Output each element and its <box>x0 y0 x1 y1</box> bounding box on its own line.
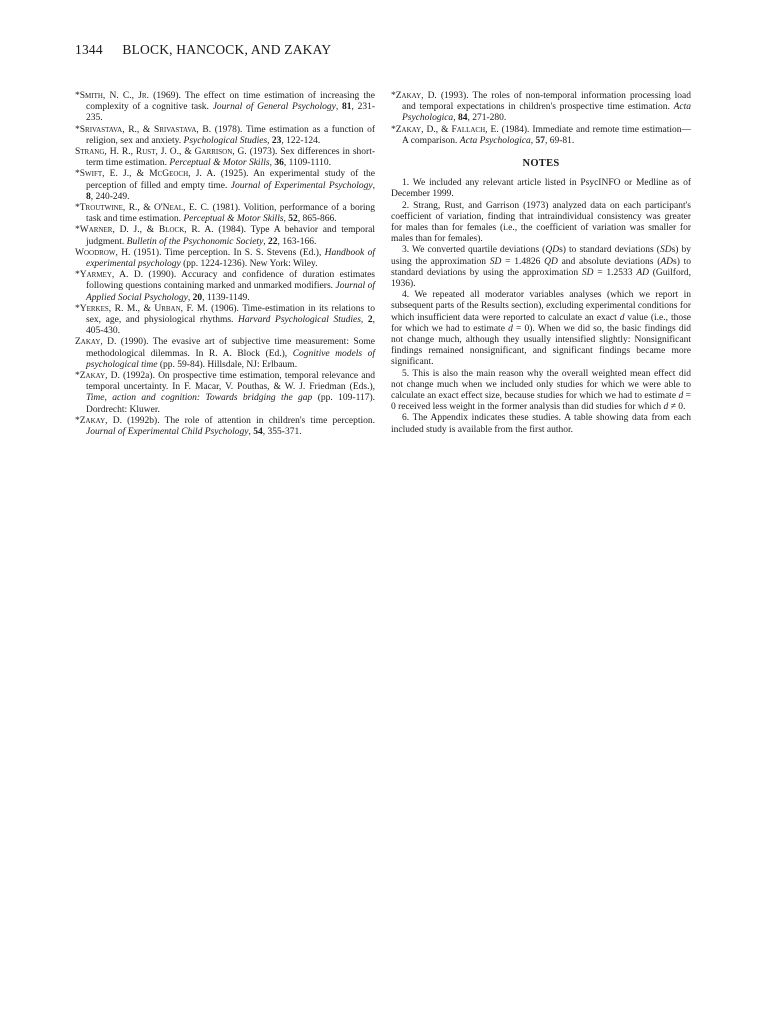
text-run: 54 <box>253 427 263 438</box>
text-run: , N. C., <box>102 91 139 101</box>
text-run: SD <box>581 267 594 278</box>
text-run: Perceptual & Motor Skills <box>183 214 284 225</box>
text-run: QD <box>545 245 560 256</box>
text-run: , 240-249. <box>90 191 130 202</box>
text-run: Journal of Applied Social Psychology <box>86 281 375 303</box>
text-run: , R., & <box>122 203 155 214</box>
text-run: Journal of Experimental Psychology <box>230 180 373 191</box>
text-run: * <box>75 371 80 382</box>
text-run: Rust <box>135 147 156 158</box>
right-column <box>391 91 691 436</box>
reference-entry <box>75 91 375 125</box>
text-run: Woodrow <box>75 247 116 258</box>
text-run: , D., & <box>421 124 452 135</box>
text-run: Cognitive models of psychological time <box>86 348 375 370</box>
text-run: Urban <box>154 303 181 314</box>
note-paragraph <box>391 413 691 435</box>
text-run: Acta Psychologica <box>459 135 531 146</box>
reference-list <box>75 91 375 438</box>
left-column <box>75 91 375 438</box>
text-run: Warner <box>79 225 113 236</box>
text-run: , 405-430. <box>86 315 375 337</box>
text-run: McGeoch <box>149 169 189 180</box>
text-run: (pp. 59-84). Hillsdale, NJ: Erlbaum. <box>157 359 298 370</box>
text-run: d <box>619 312 625 323</box>
text-run: Block <box>158 225 185 236</box>
text-run: , 865-866. <box>297 214 337 225</box>
text-run: , B. (1978). Time estimation as a function of religion, sex and anxiety. <box>86 124 375 146</box>
text-run: 5. This is also the main reason why the overall weighted mean effect did not change much when we included only studies for which we were able to calculate an exact effect size, because studies for which we had to estimate <box>391 368 691 402</box>
text-run: s) by using the approximation <box>391 245 691 267</box>
text-run: , D. (1992a). On prospective time estimation, temporal relevance and temporal uncertainty. In F. Macar, V. Pouthas, & W. J. Friedman (Eds.), <box>86 371 375 393</box>
text-run: Zakay <box>79 371 106 382</box>
text-run: Time, action and cognition: Towards bridging the gap <box>86 393 313 404</box>
reference-list-continued <box>391 91 691 147</box>
reference-entry <box>75 248 375 270</box>
text-run: Troutwine <box>79 203 123 214</box>
text-run: , D. (1992b). The role of attention in children's time perception. <box>105 415 375 426</box>
text-run: Smith <box>79 91 103 101</box>
reference-entry <box>75 337 375 371</box>
text-run: , 1139-1149. <box>202 292 250 303</box>
text-run: , <box>360 315 368 326</box>
text-run: O'Neal <box>154 203 184 214</box>
text-run: (Guilford, 1936). <box>391 267 692 290</box>
reference-entry <box>75 203 375 225</box>
text-run: , E. C. (1981). Volition, performance of a boring task and time estimation. <box>86 203 375 225</box>
text-run: , <box>267 135 272 146</box>
text-run: 1. We included any relevant article listed in PsycINFO or Medline as of December 1999. <box>391 178 691 200</box>
text-run: , R. M., & <box>108 303 155 314</box>
text-run: Zakay <box>75 337 101 348</box>
text-run: , <box>453 113 458 124</box>
text-run: 8 <box>86 191 91 202</box>
text-run: , D. (1990). The evasive art of subjective time measurement: Some methodological dilemmas. In R. A. Block (Ed.), <box>86 337 375 359</box>
text-run: 57 <box>535 135 546 146</box>
text-run: 23 <box>271 135 282 146</box>
text-run: , E. J., & <box>102 169 150 180</box>
reference-entry <box>75 270 375 304</box>
text-run: (pp. 1224-1236). New York: Wiley. <box>180 259 318 270</box>
reference-entry <box>75 125 375 147</box>
text-run: * <box>75 270 80 281</box>
text-run: , J. A. (1925). An experimental study of the perception of filled and empty time. <box>86 169 375 191</box>
text-run: , 69-81. <box>545 135 575 146</box>
text-run: Acta Psychologica <box>402 102 691 124</box>
text-run: Strang <box>75 147 105 158</box>
text-run: Yerkes <box>79 303 109 314</box>
text-run: Yarmey <box>79 270 112 281</box>
text-run: 22 <box>268 236 278 247</box>
text-run: Zakay <box>79 415 106 426</box>
text-run: . (1969). The effect on time estimation of increasing the complexity of a cognitive task. <box>86 91 376 113</box>
text-run: s) to standard deviations ( <box>559 245 660 256</box>
note-paragraph <box>391 245 691 290</box>
text-run: Swift <box>79 169 103 180</box>
text-run: * <box>391 91 396 101</box>
text-run: Handbook of experimental psychology <box>86 247 375 270</box>
text-run: Journal of Experimental Child Psychology <box>86 427 249 438</box>
text-run: 2. Strang, Rust, and Garrison (1973) analyzed data on each participant's coefficient of variation, finding that intraindividual consistency was greater for males than for females (i.e., the coefficient of variation was smaller for males than for females). <box>391 200 691 245</box>
text-run: 4. We repeated all moderator variables analyses (which we report in subsequent parts of the Results section), excluding experimental conditions for which insufficient data were reported to calculate an exact <box>391 290 691 323</box>
text-run: , <box>283 214 289 225</box>
text-run: , 271-280. <box>467 113 507 124</box>
text-run: , <box>335 102 342 113</box>
text-run: Journal of General Psychology <box>212 102 336 113</box>
text-run: AD <box>660 256 674 267</box>
text-run: , F. M. (1906). Time-estimation in its relations to sex, age, and physiological rhythms. <box>86 303 375 326</box>
note-paragraph <box>391 178 691 200</box>
text-run: , J. O., & <box>155 147 195 158</box>
text-run: 3. We converted quartile deviations ( <box>402 245 546 256</box>
text-run: * <box>75 303 80 314</box>
text-run: 36 <box>274 158 284 169</box>
text-run: value (i.e., those for which we had to estimate <box>391 312 691 334</box>
reference-entry <box>391 91 691 125</box>
text-run: d <box>678 391 684 402</box>
reference-entry <box>75 225 375 247</box>
text-run: Fallach <box>451 124 486 135</box>
text-run: , <box>530 135 536 146</box>
text-run: d <box>663 402 669 413</box>
text-run: s) to standard deviations by using the approximation <box>391 256 692 278</box>
text-run: , R. A. (1984). Type A behavior and temporal judgment. <box>86 225 375 247</box>
text-run: , D. (1993). The roles of non-temporal information processing load and temporal expectations in children's prospective time estimation. <box>402 91 691 113</box>
text-run: , <box>269 158 275 169</box>
text-run: , 1109-1110. <box>283 158 332 169</box>
text-run: (pp. 109-117). Dordrecht: Kluwer. <box>86 393 375 415</box>
text-run: * <box>75 415 80 426</box>
text-run: * <box>75 225 80 236</box>
text-run: = 0 received less weight in the former analysis than did studies for which <box>391 391 692 413</box>
notes-list <box>391 178 691 436</box>
text-run: 52 <box>288 214 298 225</box>
text-run: , <box>372 180 375 191</box>
running-header <box>75 42 331 58</box>
note-paragraph <box>391 201 691 246</box>
text-run: Perceptual & Motor Skills <box>169 158 270 169</box>
note-paragraph <box>391 290 691 368</box>
text-run: 20 <box>192 292 203 303</box>
text-run: SD <box>489 256 502 267</box>
text-run: QD <box>544 256 558 267</box>
text-run: AD <box>636 267 649 278</box>
text-run: , A. D. (1990). Accuracy and confidence of duration estimates following questions containing marked and unmarked modifiers. <box>86 270 375 292</box>
text-run: Garrison <box>194 147 233 158</box>
running-head-authors: BLOCK, HANCOCK, AND ZAKAY <box>122 42 332 57</box>
text-run: Srivastava <box>79 124 123 135</box>
text-run: , <box>263 236 269 247</box>
text-run: = 1.4826 <box>501 256 545 267</box>
page-number: 1344 <box>75 42 103 57</box>
text-run: Srivastava <box>153 124 197 135</box>
reference-entry <box>75 169 375 203</box>
text-run: , E. (1984). Immediate and remote time estimation—A comparison. <box>402 124 691 146</box>
reference-entry <box>75 147 375 169</box>
reference-entry <box>75 416 375 438</box>
text-run: Bulletin of the Psychonomic Society <box>126 236 264 247</box>
text-run: , R., & <box>122 124 154 135</box>
text-run: , 122-124. <box>281 135 321 146</box>
text-run: * <box>75 124 80 135</box>
text-run: , H. R., <box>104 147 136 158</box>
text-run: 2 <box>367 315 373 326</box>
text-run: * <box>75 169 80 180</box>
text-run: ≠ 0. <box>668 402 686 413</box>
text-run: * <box>391 124 396 135</box>
text-run: Jr <box>138 91 147 101</box>
text-run: Psychological Studies <box>183 135 268 146</box>
text-run: 81 <box>341 102 352 113</box>
text-run: , 355-371. <box>262 427 302 438</box>
notes-heading: NOTES <box>522 158 560 170</box>
text-run: , D. J., & <box>112 225 159 236</box>
text-run: Zakay <box>395 91 422 101</box>
text-run: * <box>75 203 80 214</box>
text-run: , <box>248 427 254 438</box>
reference-entry <box>75 371 375 416</box>
note-paragraph <box>391 369 691 414</box>
reference-entry <box>391 125 691 147</box>
text-run: Harvard Psychological Studies <box>238 315 361 326</box>
text-run: 84 <box>457 113 468 124</box>
text-run: SD <box>659 245 672 256</box>
text-run: , 163-166. <box>277 236 317 247</box>
text-run: 6. The Appendix indicates these studies. A table showing data from each included study is available from the first author. <box>391 413 691 435</box>
text-run: = 1.2533 <box>593 267 637 278</box>
text-run: Zakay <box>395 124 422 135</box>
text-run: , H. (1951). Time perception. In S. S. Stevens (Ed.), <box>115 247 325 258</box>
text-run: , G. (1973). Sex differences in short-term time estimation. <box>86 147 375 169</box>
text-run: d <box>508 323 513 334</box>
reference-entry <box>75 304 375 338</box>
text-run: * <box>75 91 80 101</box>
text-run: , <box>187 292 193 303</box>
text-run: , 231-235. <box>86 102 376 124</box>
text-run: = 0). When we did so, the basic findings did not change much, although they usually intensified slightly: Nonsignificant findings remained nonsignificant, and significant findings became more significant. <box>391 323 691 368</box>
text-run: and absolute deviations ( <box>557 256 661 267</box>
